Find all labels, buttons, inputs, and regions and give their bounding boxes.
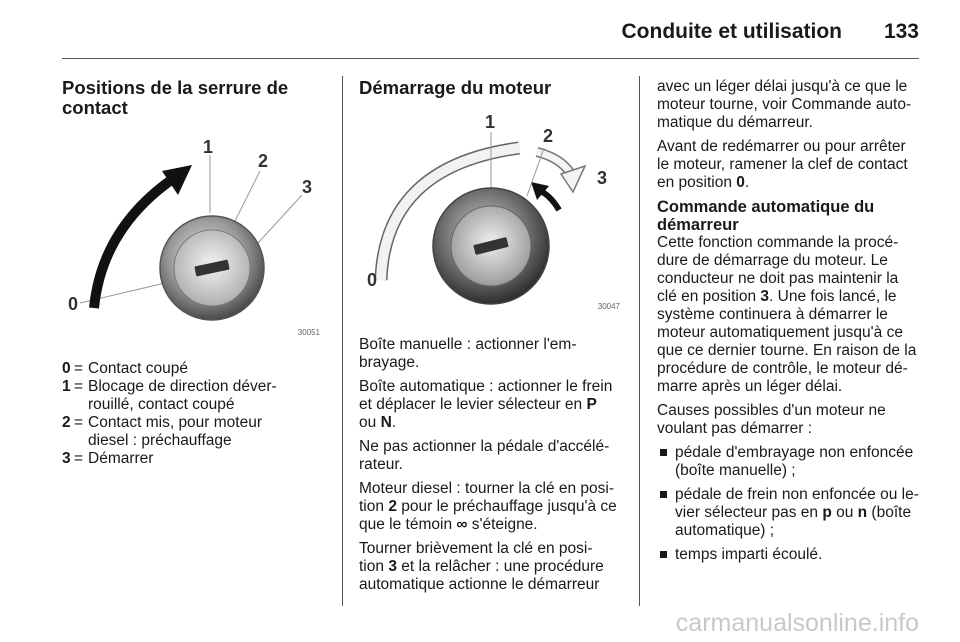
page-header xyxy=(0,0,960,62)
legend-row: 0 = Contact coupé xyxy=(62,360,188,377)
figure-label-0: 0 xyxy=(367,270,378,290)
position-legend xyxy=(62,360,324,468)
column-1 xyxy=(62,78,324,468)
figure-label-3: 3 xyxy=(597,168,608,188)
figure-label-2: 2 xyxy=(258,151,269,171)
column-divider-2 xyxy=(639,76,640,606)
page-number: 133 xyxy=(883,20,919,43)
legend-row: 3 = Démarrer xyxy=(62,450,154,467)
figure-label-3: 3 xyxy=(302,177,313,197)
column-2 xyxy=(359,78,624,600)
list-item: pédale de frein non enfoncée ou le- vier sélecteur pas en p ou n (boîte automatique) ; xyxy=(657,486,923,540)
paragraph: Moteur diesel : tourner la clé en posi- tion 2 pour le préchauffage jusqu'à ce que le témoin ∞ s'éteigne. xyxy=(359,480,617,533)
paragraph: Tourner brièvement la clé en posi- tion 3 et la relâcher : une procédure automatique actionne le démarreur xyxy=(359,540,604,593)
paragraph: Causes possibles d'un moteur ne voulant pas démarrer : xyxy=(657,402,886,437)
legend-row: 2 = Contact mis, pour moteur diesel : préchauffage xyxy=(62,414,263,449)
paragraph: Boîte automatique : actionner le frein et déplacer le levier sélecteur en P ou N. xyxy=(359,378,613,431)
legend-row: 1 = Blocage de direction déver- rouillé, contact coupé xyxy=(62,378,277,413)
figure-label-1: 1 xyxy=(203,137,214,157)
ignition-start-illustration xyxy=(359,108,624,320)
bullet-square-icon xyxy=(660,551,667,558)
list-item: temps imparti écoulé. xyxy=(657,546,923,564)
figure-label-1: 1 xyxy=(485,112,496,132)
engine-start-figure xyxy=(359,108,624,320)
figure-label-2: 2 xyxy=(543,126,554,146)
watermark: carmanualsonline.info xyxy=(675,609,919,637)
engine-start-text xyxy=(359,336,624,594)
list-item: pédale d'embrayage non enfoncée (boîte manuelle) ; xyxy=(657,444,923,480)
figure-number: 30051 xyxy=(297,328,320,337)
bullet-square-icon xyxy=(660,491,667,498)
section-heading-auto-starter: Commande automatique du démarreur xyxy=(657,198,875,234)
paragraph: Boîte manuelle : actionner l'em- brayage. xyxy=(359,336,577,371)
paragraph: Ne pas actionner la pédale d'accélé- rateur. xyxy=(359,438,610,473)
column-3 xyxy=(657,78,923,570)
figure-number: 30047 xyxy=(597,302,620,311)
paragraph: Cette fonction commande la procé- dure de démarrage du moteur. Le conducteur ne doit pas maintenir la clé en position 3. Une fois lancé, le système continuera à démarrer le moteur automatiquement jusqu'à ce que ce dernier tourne. En raison de la procédure de contrôle, le moteur dé- marre après un léger délai. xyxy=(657,234,917,395)
header-divider xyxy=(62,58,919,59)
ignition-positions-figure xyxy=(62,133,324,346)
ignition-lock-illustration xyxy=(62,133,324,346)
section-heading-ignition-positions: Positions de la serrure de contact xyxy=(62,77,289,118)
bullet-square-icon xyxy=(660,449,667,456)
causes-list xyxy=(657,444,923,564)
column-divider-1 xyxy=(342,76,343,606)
figure-label-0: 0 xyxy=(68,294,79,314)
paragraph: avec un léger délai jusqu'à ce que le moteur tourne, voir Commande auto- matique du démarreur. xyxy=(657,78,912,131)
glow-plug-icon: ∞ xyxy=(456,516,468,533)
paragraph: Avant de redémarrer ou pour arrêter le moteur, ramener la clef de contact en position 0. xyxy=(657,138,908,191)
section-heading-starting-engine: Démarrage du moteur xyxy=(359,77,552,98)
header-title: Conduite et utilisation xyxy=(621,20,842,43)
